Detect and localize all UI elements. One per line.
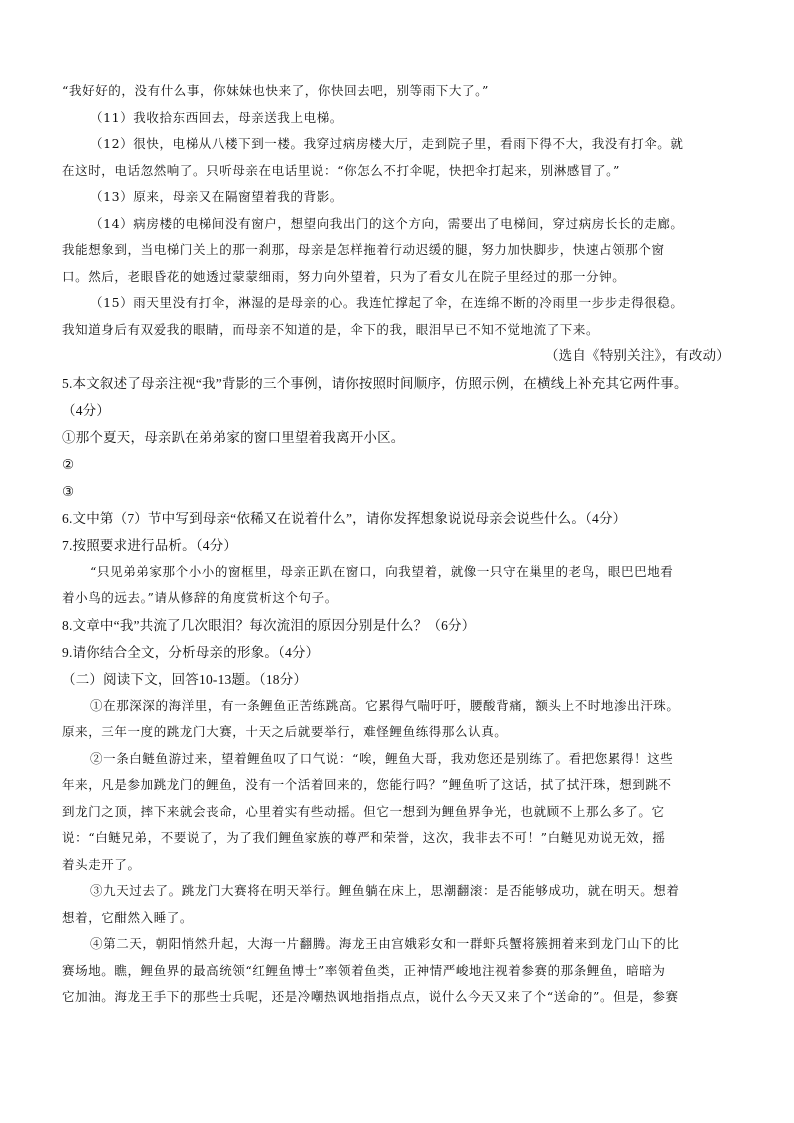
fable-paragraph-2: ②一条白鲢鱼游过来，望着鲤鱼叹了口气说：“唉，鲤鱼大哥，我劝您还是别练了。看把您累得！这些 <box>90 750 674 766</box>
story-paragraph-15: （15）雨天里没有打伞，淋湿的是母亲的心。我连忙撑起了伞，在连绵不断的冷雨里一步步走得很稳。 <box>90 295 684 310</box>
fable-paragraph-4-cont-2: 它加油。海龙王手下的那些士兵呢，还是冷嘲热讽地指指点点，说什么今天又来了个“送命的”。但是，参赛 <box>62 989 679 1004</box>
section-2-heading: （二）阅读下文，回答10-13题。（18分） <box>62 671 308 687</box>
document-page <box>62 78 734 1011</box>
question-5-blank-3: ③ <box>62 483 75 499</box>
fable-paragraph-3-cont: 想着，它酣然入睡了。 <box>62 909 194 925</box>
story-paragraph-14-cont-2: 口。然后，老眼昏花的她透过蒙蒙细雨，努力向外望着，只为了看女儿在院子里经过的那一分钟。 <box>62 268 626 284</box>
story-paragraph-13: （13）原来，母亲又在隔窗望着我的背影。 <box>90 189 343 204</box>
question-7: 7.按照要求进行品析。（4分） <box>62 537 238 553</box>
story-paragraph-12-cont: 在这时，电话忽然响了。只听母亲在电话里说：“你怎么不打伞呢，快把伞打起来，别淋感冒了。” <box>62 162 620 178</box>
story-paragraph-14-cont-1: 我能想象到，当电梯门关上的那一刹那，母亲是怎样拖着行动迟缓的腿，努力加快脚步，快速占领那个窗 <box>62 242 665 257</box>
source-note: （选自《特别关注》，有改动） <box>544 348 730 363</box>
fable-paragraph-1: ①在那深深的海洋里，有一条鲤鱼正苦练跳高。它累得气喘吁吁，腰酸背痛，额头上不时地渗出汗珠。 <box>90 697 680 713</box>
story-paragraph-14: （14）病房楼的电梯间没有窗户，想望向我出门的这个方向，需要出了电梯间，穿过病房长长的走廊。 <box>90 215 684 231</box>
story-line-1: “我好好的，没有什么事，你妹妹也快来了，你快回去吧，别等雨下大了。” <box>62 83 489 98</box>
question-8: 8.文章中“我”共流了几次眼泪？每次流泪的原因分别是什么？（6分） <box>62 617 476 633</box>
fable-paragraph-2-cont-3: 说：“白鲢兄弟，不要说了，为了我们鲤鱼家族的尊严和荣誉，这次，我非去不可！”白鲢见劝说无效，摇 <box>62 830 666 845</box>
question-5: 5.本文叙述了母亲注视“我”背影的三个事例，请你按照时间顺序，仿照示例，在横线上补充其它两件事。 <box>62 375 688 391</box>
question-7-quote: “只见弟弟家那个小小的窗框里，母亲正趴在窗口，向我望着，就像一只守在巢里的老鸟，眼巴巴地看 <box>90 563 674 579</box>
question-6: 6.文中第（7）节中写到母亲“依稀又在说着什么”，请你发挥想象说说母亲会说些什么。（4分） <box>62 510 627 526</box>
fable-paragraph-2-cont-2: 到龙门之顶，摔下来就会丧命，心里着实有些动摇。但它一想到为鲤鱼界争光，也就顾不上那么多了。它 <box>62 803 665 819</box>
story-paragraph-15-cont: 我知道身后有双爱我的眼睛，而母亲不知道的是，伞下的我，眼泪早已不知不觉地流了下来。 <box>62 321 600 337</box>
story-paragraph-11: （11）我收拾东西回去，母亲送我上电梯。 <box>90 109 343 125</box>
question-5-example: ①那个夏天，母亲趴在弟弟家的窗口里望着我离开小区。 <box>62 429 405 445</box>
fable-paragraph-4-cont-1: 赛场地。瞧，鲤鱼界的最高统领“红鲤鱼博士”率领着鱼类，正神情严峻地注视着参赛的那条鲤鱼，暗暗为 <box>62 962 666 978</box>
fable-paragraph-3: ③九天过去了。跳龙门大赛将在明天举行。鲤鱼躺在床上，思潮翻滚：是否能够成功，就在明天。想着 <box>90 883 680 898</box>
question-7-quote-cont: 着小鸟的远去。”请从修辞的角度赏析这个句子。 <box>62 590 338 605</box>
fable-paragraph-2-cont-4: 着头走开了。 <box>62 856 141 872</box>
question-5-blank-2: ② <box>62 456 75 472</box>
question-9: 9.请你结合全文，分析母亲的形象。（4分） <box>62 644 320 660</box>
story-paragraph-12: （12）很快，电梯从八楼下到一楼。我穿过病房楼大厅，走到院子里，看雨下得不大，我没有打伞。就 <box>90 136 684 151</box>
fable-paragraph-1-cont: 原来，三年一度的跳龙门大赛，十天之后就要举行，难怪鲤鱼练得那么认真。 <box>62 724 508 739</box>
fable-paragraph-2-cont-1: 年来，凡是参加跳龙门的鲤鱼，没有一个活着回来的，您能行吗？”鲤鱼听了这话，拭了拭汗珠，想到跳不 <box>62 777 672 792</box>
question-5-score: （4分） <box>62 402 111 418</box>
fable-paragraph-4: ④第二天，朝阳悄然升起，大海一片翻腾。海龙王由宫娥彩女和一群虾兵蟹将簇拥着来到龙门山下的比 <box>90 936 680 951</box>
